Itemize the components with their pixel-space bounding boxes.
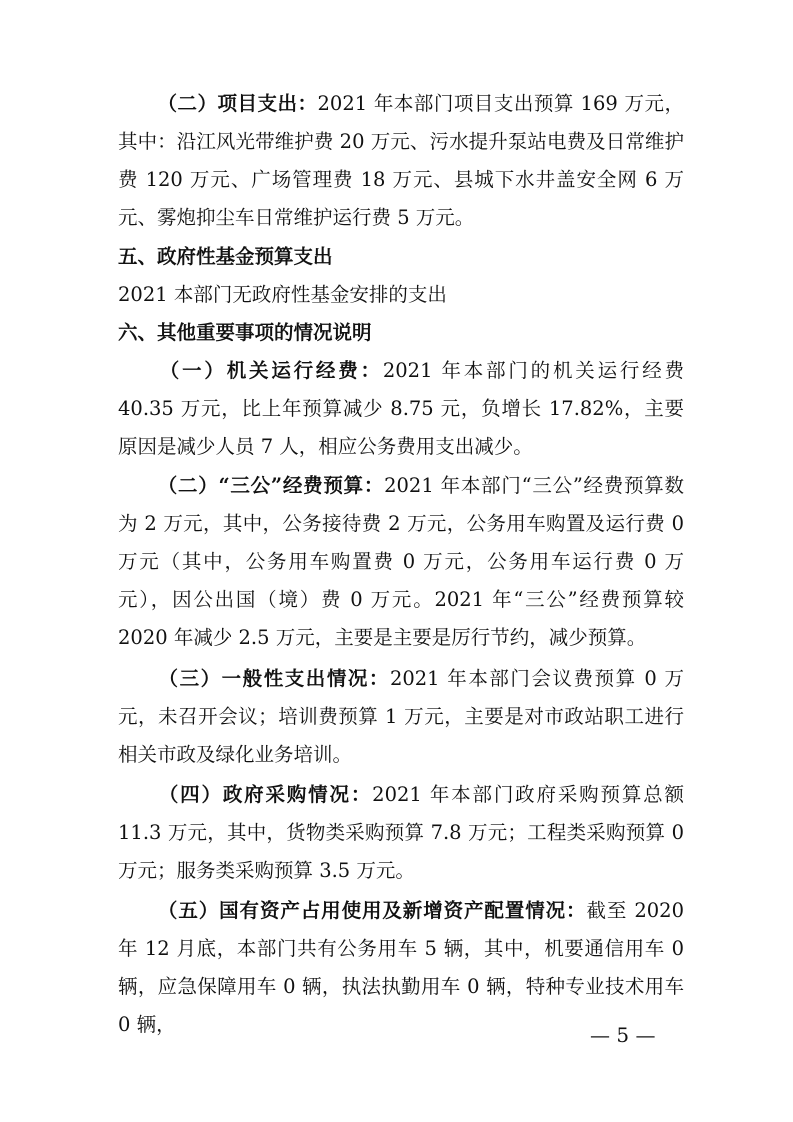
procurement-paragraph <box>118 776 684 890</box>
three-public-expense-text: 2021 年本部门“三公”经费预算数为 2 万元，其中，公务接待费 2 万元，公务用车购置及运行费 0 万元（其中，公务用车购置费 0 万元，公务用车运行费 0 万元），因公出国（境）费 0 万元。2021 年“三公”经费预算较 2020 年减少 2.5 万元，主要是主要是厉行节约，减少预算。 <box>118 474 685 649</box>
project-expenditure-text: 2021 年本部门项目支出预算 169 万元，其中：沿江风光带维护费 20 万元、污水提升泵站电费及日常维护费 120 万元、广场管理费 18 万元、县城下水井盖安全网 6 万元、雾炮抑尘车日常维护运行费 5 万元。 <box>118 92 684 229</box>
section-five-heading: 五、政府性基金预算支出 <box>118 245 333 268</box>
project-expenditure-paragraph <box>118 85 684 237</box>
operating-expense-label: （一）机关运行经费： <box>157 359 383 382</box>
three-public-expense-label: （二）“三公”经费预算： <box>157 474 385 497</box>
project-expenditure-label: （二）项目支出： <box>157 92 318 115</box>
section-six-heading: 六、其他重要事项的情况说明 <box>118 321 372 344</box>
procurement-text: 2021 年本部门政府采购预算总额 11.3 万元，其中，货物类采购预算 7.8 万元；工程类采购预算 0 万元；服务类采购预算 3.5 万元。 <box>118 783 684 882</box>
operating-expense-text: 2021 年本部门的机关运行经费 40.35 万元，比上年预算减少 8.75 元，负增长 17.82%，主要原因是减少人员 7 人，相应公务费用支出减少。 <box>118 359 684 458</box>
state-assets-label: （五）国有资产占用使用及新增资产配置情况： <box>157 899 587 922</box>
general-expense-label: （三）一般性支出情况： <box>157 667 390 690</box>
general-expense-text: 2021 年本部门会议费预算 0 万元，未召开会议；培训费预算 1 万元，主要是对市政站职工进行相关市政及绿化业务培训。 <box>118 667 684 766</box>
procurement-label: （四）政府采购情况： <box>157 783 373 806</box>
operating-expense-paragraph <box>118 352 684 466</box>
government-fund-paragraph: 2021 本部门无政府性基金安排的支出 <box>118 283 447 306</box>
three-public-expense-paragraph <box>118 467 684 657</box>
general-expense-paragraph <box>118 660 684 774</box>
state-assets-text: 截至 2020 年 12 月底，本部门共有公务用车 5 辆，其中，机要通信用车 0 辆，应急保障用车 0 辆，执法执勤用车 0 辆，特种专业技术用车 0 辆， <box>118 899 684 1036</box>
page-number: — 5 — <box>590 1023 656 1047</box>
